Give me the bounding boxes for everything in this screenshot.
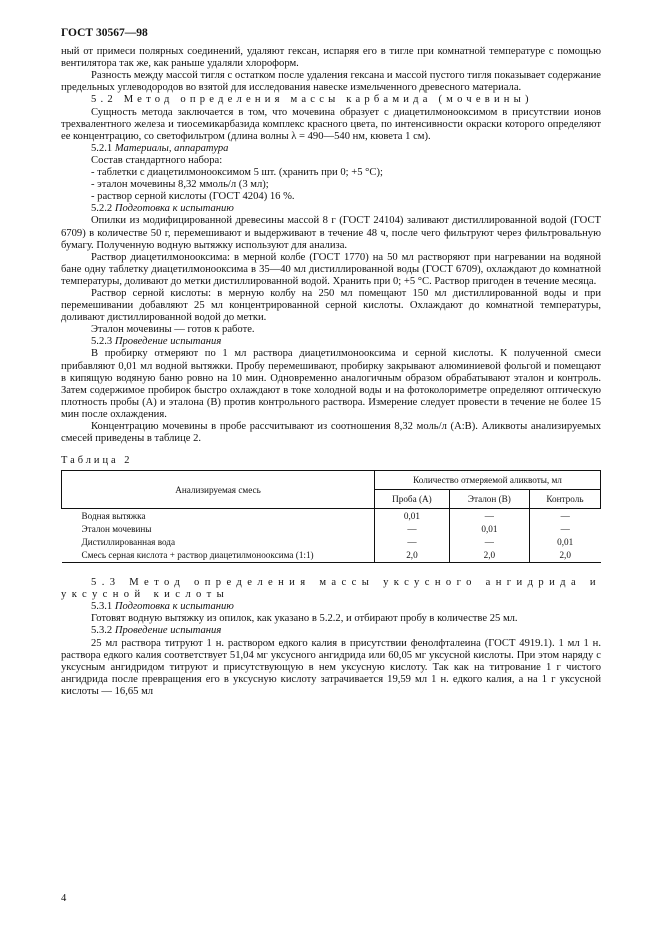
- table-cell: 2,0: [529, 549, 600, 563]
- paragraph: 25 мл раствора титруют 1 н. раствором едкого калия в присутствии фенолфталеина (ГОСТ 4919.1). 1 мл 1 н. раствора едкого калия соответствует 51,04 мг уксусного ангидрида или 60,05 мг уксусной кислоты. При этом наряду с уксусным ангидридом титруют и присутствующую в нем уксусную кислоту. Так как на титрование 1 г чистого ангидрида после превращения его в уксусную кислоту затрачивается 19,59 мл 1 н. едкого калия, а на 1 г уксусной кислоты — 16,65 мл: [61, 637, 601, 697]
- paragraph: Сущность метода заключается в том, что мочевина образует с диацетилмонооксимом в присутствии ионов трехвалентного железа и тиосемикарбазида комплекс красного цвета, по интенсивности окраски которого определяют ее концентрацию, со светофильтром (длина волны λ = 490—540 нм, кювета 1 см).: [61, 106, 601, 142]
- table-cell: Смесь серная кислота + раствор диацетилмонооксима (1:1): [62, 549, 375, 563]
- table-row: [62, 522, 601, 535]
- table-cell: 2,0: [449, 549, 529, 563]
- paragraph: Раствор диацетилмонооксима: в мерной колбе (ГОСТ 1770) на 50 мл растворяют при нагревании на водяной бане одну таблетку диацетилмонооксима в 35—40 мл дистиллированной воды (ГОСТ 6709), охлаждают до комнатной температуры, доливают до метки дистиллированной водой. Хранить при 0; +5 °С. Раствор пригоден в течение месяца.: [61, 251, 601, 287]
- table-cell: —: [449, 536, 529, 549]
- list-item: - таблетки с диацетилмонооксимом 5 шт. (хранить при 0; +5 °С);: [91, 167, 383, 179]
- paragraph: Разность между массой тигля с остатком после удаления гексана и массой пустого тигля показывает содержание предельных углеводородов во взятой для исследования навеске измельченного древесного материала.: [61, 70, 601, 94]
- table-cell: —: [375, 522, 450, 535]
- paragraph: ный от примеси полярных соединений, удаляют гексан, испаряя его в тигле при комнатной температуре с помощью вентилятора так же, как раньше удаляли хлороформ.: [61, 46, 601, 70]
- subsection-5-2-2: 5.2.2 Подготовка к испытанию: [91, 203, 234, 215]
- table-header-col: Контроль: [529, 490, 600, 509]
- paragraph: Концентрацию мочевины в пробе рассчитывают из соотношения 8,32 моль/л (А:В). Аликвоты анализируемых смесей приведены в таблице 2.: [61, 421, 601, 445]
- table-header-col: Проба (А): [375, 490, 450, 509]
- page-number: 4: [61, 893, 67, 904]
- table-header-group: Количество отмеряемой аликвоты, мл: [375, 471, 601, 490]
- paragraph: Готовят водную вытяжку из опилок, как указано в 5.2.2, и отбирают пробу в количестве 25 мл.: [91, 613, 518, 625]
- paragraph: Опилки из модифицированной древесины массой 8 г (ГОСТ 24104) заливают дистиллированной водой (ГОСТ 6709) в количестве 50 г, перемешивают и выдерживают в течение 48 ч, после чего фильтруют через фильтровальную бумагу. Полученную водную вытяжку используют для анализа.: [61, 215, 601, 251]
- paragraph: Раствор серной кислоты: в мерную колбу на 250 мл помещают 150 мл дистиллированной воды и при перемешивании добавляют 25 мл концентрированной серной кислоты. Охлаждают до комнатной температуры, доливают дистиллированной водой до метки.: [61, 287, 601, 324]
- table-cell: 0,01: [529, 536, 600, 549]
- table-cell: 2,0: [375, 549, 450, 563]
- subsection-5-2-3: 5.2.3 Проведение испытания: [91, 336, 222, 348]
- paragraph: Эталон мочевины — готов к работе.: [91, 324, 255, 336]
- paragraph: В пробирку отмеряют по 1 мл раствора диацетилмонооксима и серной кислоты. К полученной смеси прибавляют 0,01 мл водной вытяжки. Пробу перемешивают, пробирку закрывают алюминиевой фольгой и помещают в кипящую водяную баню ровно на 10 мин. Одновременно аналогичным образом обрабатывают эталон и контроль. Затем содержимое пробирок быстро охлаждают в токе холодной воды и на фотоколориметре определяют оптическую плотность пробы (А) и эталона (В) против контрольного раствора. Измерение следует провести в течение не более 15 мин после охлаждения.: [61, 348, 601, 420]
- document-page: [61, 27, 601, 698]
- table-cell: Эталон мочевины: [81, 523, 152, 534]
- table-row: [62, 509, 601, 523]
- subsection-5-3-2: 5.3.2 Проведение испытания: [91, 625, 222, 637]
- table-header-col: Эталон (В): [449, 490, 529, 509]
- subsection-5-2-1: 5.2.1 Материалы, аппаратура: [91, 142, 229, 154]
- table-cell: —: [449, 509, 529, 523]
- section-heading-5-2: 5.2 Метод определения массы карбамида (мочевины): [91, 94, 533, 106]
- document-header: ГОСТ 30567—98: [61, 27, 148, 39]
- table-cell: Водная вытяжка: [81, 510, 146, 521]
- table-cell: —: [529, 509, 600, 523]
- table-cell: —: [529, 522, 600, 535]
- table-row: [62, 536, 601, 549]
- table-cell: —: [375, 536, 450, 549]
- list-item: - эталон мочевины 8,32 ммоль/л (3 мл);: [91, 179, 269, 191]
- table-cell: Дистиллированная вода: [81, 537, 176, 547]
- table-header-mix: Анализируемая смесь: [62, 471, 375, 509]
- paragraph: Состав стандартного набора:: [91, 154, 223, 166]
- table-cell: 0,01: [375, 509, 450, 523]
- table-row: [62, 549, 601, 563]
- table-cell: 0,01: [449, 522, 529, 535]
- list-item: - раствор серной кислоты (ГОСТ 4204) 16 %.: [91, 191, 295, 203]
- table-2: [61, 470, 601, 563]
- table-caption: Таблица 2: [61, 455, 133, 467]
- subsection-5-3-1: 5.3.1 Подготовка к испытанию: [91, 601, 234, 613]
- section-heading-5-3: 5.3 Метод определения массы уксусного ангидрида и уксусной кислоты: [61, 577, 601, 601]
